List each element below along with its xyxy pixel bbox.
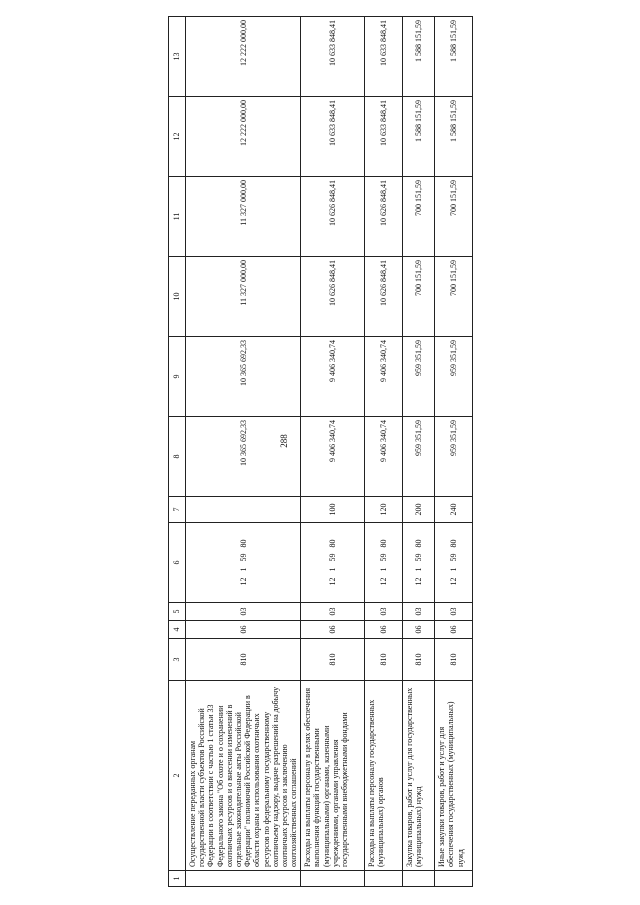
amount-cell: 700 151,59 [435, 257, 473, 337]
table-row [435, 17, 473, 887]
column-header: 12 [169, 97, 186, 177]
budget-table [168, 16, 473, 887]
amount-cell: 10 626 848,41 [301, 257, 365, 337]
expense-description: Закупка товаров, работ и услуг для государственных (муниципальных) нужд [403, 681, 435, 871]
column-header: 10 [169, 257, 186, 337]
amount-cell: 9 406 340,74 [301, 337, 365, 417]
target-article-code: 12 1 59 80 [435, 523, 473, 603]
row-index-cell [301, 871, 365, 887]
rotated-budget-table [168, 20, 468, 887]
column-number-row [169, 17, 186, 887]
ministry-code: 810 [301, 639, 365, 681]
section-code: 06 [301, 621, 365, 639]
amount-cell: 11 327 000,00 [186, 257, 301, 337]
table-row [186, 17, 301, 887]
column-header: 11 [169, 177, 186, 257]
expense-type-code: 100 [301, 497, 365, 523]
subsection-code: 03 [403, 603, 435, 621]
amount-cell: 700 151,59 [403, 177, 435, 257]
amount-cell: 12 222 000,00 [186, 97, 301, 177]
ministry-code: 810 [365, 639, 403, 681]
column-header: 6 [169, 523, 186, 603]
amount-cell: 10 626 848,41 [365, 257, 403, 337]
subsection-code: 03 [186, 603, 301, 621]
table-row [403, 17, 435, 887]
amount-cell: 9 406 340,74 [365, 337, 403, 417]
ministry-code: 810 [435, 639, 473, 681]
expense-description: Расходы на выплаты персоналу государственных (муниципальных) органов [365, 681, 403, 871]
target-article-code: 12 1 59 80 [403, 523, 435, 603]
column-header: 8 [169, 417, 186, 497]
ministry-code: 810 [186, 639, 301, 681]
section-code: 06 [403, 621, 435, 639]
amount-cell: 9 406 340,74 [301, 417, 365, 497]
column-header: 3 [169, 639, 186, 681]
section-code: 06 [186, 621, 301, 639]
row-index-cell [365, 871, 403, 887]
target-article-code: 12 1 59 80 [301, 523, 365, 603]
amount-cell: 10 365 692,33 [186, 337, 301, 417]
page-number: 288 [278, 434, 289, 448]
table-row [301, 17, 365, 887]
amount-cell: 959 351,59 [403, 417, 435, 497]
amount-cell: 12 222 000,00 [186, 17, 301, 97]
column-header: 2 [169, 681, 186, 871]
amount-cell: 1 588 151,59 [403, 97, 435, 177]
subsection-code: 03 [435, 603, 473, 621]
column-header: 1 [169, 871, 186, 887]
amount-cell: 10 633 848,41 [365, 97, 403, 177]
expense-description: Осуществление переданных органам государственной власти субъектов Российской Федерации в соответствии с частью 1 статьи 33 Федерального закона "Об охоте и о сохранении охотничьих ресурсов и о внесении изменений в отдельные законодательные акты Российской Федерации" полномочий Российской Федерации в области охраны и использования охотничьих ресурсов по федеральному государственному охотничьему надзору, выдаче разрешений на добычу охотничьих ресурсов и заключению охотхозяйственных соглашений [186, 681, 301, 871]
amount-cell: 1 588 151,59 [403, 17, 435, 97]
row-index-cell [403, 871, 435, 887]
target-article-code: 12 1 59 80 [365, 523, 403, 603]
amount-cell: 959 351,59 [435, 417, 473, 497]
amount-cell: 700 151,59 [435, 177, 473, 257]
subsection-code: 03 [365, 603, 403, 621]
expense-description: Иные закупки товаров, работ и услуг для обеспечения государственных (муниципальных) нужд [435, 681, 473, 871]
amount-cell: 10 633 848,41 [301, 97, 365, 177]
section-code: 06 [365, 621, 403, 639]
amount-cell: 10 633 848,41 [365, 17, 403, 97]
row-index-cell [435, 871, 473, 887]
expense-type-code [186, 497, 301, 523]
expense-type-code: 240 [435, 497, 473, 523]
column-header: 13 [169, 17, 186, 97]
amount-cell: 11 327 000,00 [186, 177, 301, 257]
section-code: 06 [435, 621, 473, 639]
column-header: 5 [169, 603, 186, 621]
column-header: 4 [169, 621, 186, 639]
expense-type-code: 120 [365, 497, 403, 523]
expense-description: Расходы на выплаты персоналу в целях обеспечения выполнения функций государственными (муниципальными) органами, казенными учреждениями, органами управления государственными внебюджетными фондами [301, 681, 365, 871]
target-article-code: 12 1 59 80 [186, 523, 301, 603]
amount-cell: 700 151,59 [403, 257, 435, 337]
amount-cell: 1 588 151,59 [435, 17, 473, 97]
column-header: 9 [169, 337, 186, 417]
column-header: 7 [169, 497, 186, 523]
ministry-code: 810 [403, 639, 435, 681]
subsection-code: 03 [301, 603, 365, 621]
amount-cell: 10 626 848,41 [365, 177, 403, 257]
amount-cell: 9 406 340,74 [365, 417, 403, 497]
amount-cell: 10 633 848,41 [301, 17, 365, 97]
amount-cell: 959 351,59 [403, 337, 435, 417]
amount-cell: 10 626 848,41 [301, 177, 365, 257]
expense-type-code: 200 [403, 497, 435, 523]
amount-cell: 959 351,59 [435, 337, 473, 417]
amount-cell: 10 365 692,33 [186, 417, 301, 497]
amount-cell: 1 588 151,59 [435, 97, 473, 177]
row-index-cell [186, 871, 301, 887]
table-row [365, 17, 403, 887]
